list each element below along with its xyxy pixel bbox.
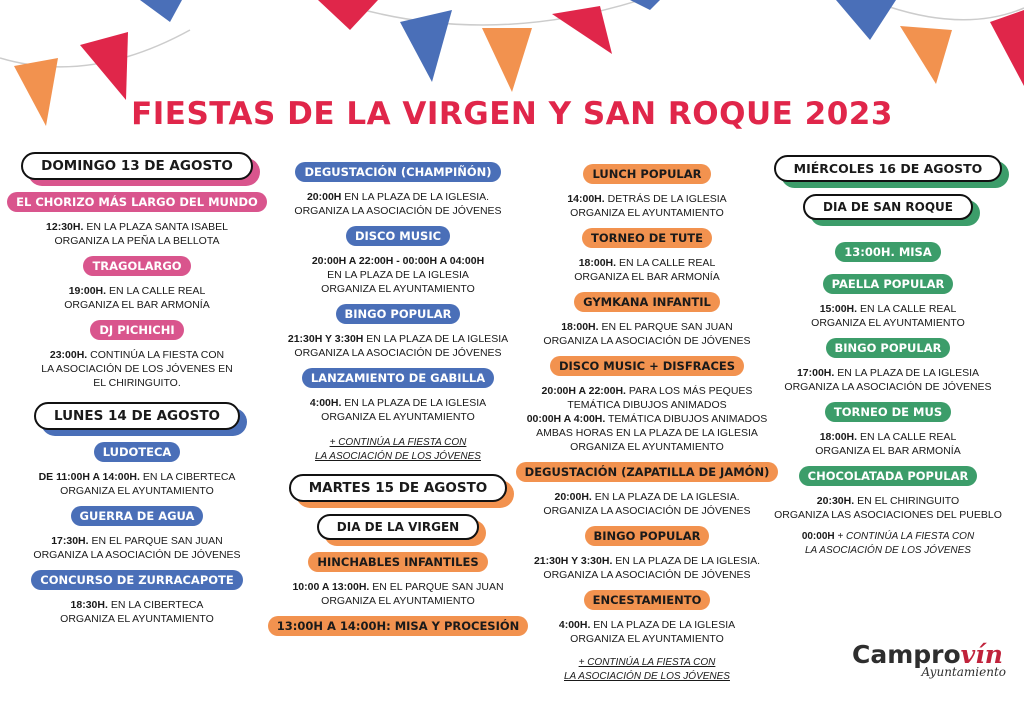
- event-info: 10:00 A 13:00H. EN EL PARQUE SAN JUAN ORGANIZA EL AYUNTAMIENTO: [292, 581, 504, 607]
- event-label: LUNCH POPULAR: [583, 164, 710, 184]
- event-info: 4:00H. EN LA PLAZA DE LA IGLESIA ORGANIZA EL AYUNTAMIENTO: [558, 619, 736, 645]
- flag-blue: [630, 0, 660, 10]
- day-header-tuesday: MARTES 15 DE AGOSTO: [289, 474, 508, 502]
- event-info: 20:00H. EN LA PLAZA DE LA IGLESIA. ORGANIZA LA ASOCIACIÓN DE JÓVENES: [543, 491, 751, 517]
- event-label: DJ PICHICHI: [90, 320, 183, 340]
- event-label: PAELLA POPULAR: [823, 274, 954, 294]
- day-header-sunday: DOMINGO 13 DE AGOSTO: [21, 152, 253, 180]
- event-label: 13:00H. MISA: [835, 242, 941, 262]
- event-label: DISCO MUSIC + DISFRACES: [550, 356, 744, 376]
- column-wednesday: [770, 155, 1006, 564]
- event-label: TORNEO DE TUTE: [582, 228, 712, 248]
- note-continue: + CONTINÚA LA FIESTA CON LA ASOCIACIÓN DE LOS JÓVENES: [564, 657, 730, 682]
- event-label: GYMKANA INFANTIL: [574, 292, 720, 312]
- event-label: BINGO POPULAR: [336, 304, 461, 324]
- logo-name: Camprovín: [852, 640, 1003, 669]
- event-info: 4:00H. EN LA PLAZA DE LA IGLESIA ORGANIZA EL AYUNTAMIENTO: [309, 397, 487, 423]
- event-label: GUERRA DE AGUA: [71, 506, 204, 526]
- event-label: BINGO POPULAR: [585, 526, 710, 546]
- event-info: 17:30H. EN EL PARQUE SAN JUAN ORGANIZA LA ASOCIACIÓN DE JÓVENES: [33, 535, 241, 561]
- note-continue: 00:00H + CONTINÚA LA FIESTA CON LA ASOCIACIÓN DE LOS JÓVENES: [801, 531, 975, 556]
- column-tuesday-events: [524, 164, 770, 684]
- event-label: ENCESTAMIENTO: [584, 590, 711, 610]
- event-label: DEGUSTACIÓN (ZAPATILLA DE JAMÓN): [516, 462, 779, 482]
- event-info: 19:00H. EN LA CALLE REAL ORGANIZA EL BAR ARMONÍA: [64, 285, 210, 311]
- day-header-wednesday: MIÉRCOLES 16 DE AGOSTO: [774, 155, 1003, 182]
- event-info: 18:00H. EN LA CALLE REAL ORGANIZA EL BAR ARMONÍA: [574, 257, 720, 283]
- event-label: CONCURSO DE ZURRACAPOTE: [31, 570, 242, 590]
- subday-header-roque: DIA DE SAN ROQUE: [803, 194, 973, 220]
- event-info: 18:30H. EN LA CIBERTECA ORGANIZA EL AYUNTAMIENTO: [60, 599, 214, 625]
- flag-orange: [482, 28, 532, 92]
- camprovin-logo: [852, 640, 1012, 679]
- event-info: 20:00H EN LA PLAZA DE LA IGLESIA. ORGANIZA LA ASOCIACIÓN DE JÓVENES: [294, 191, 502, 217]
- flag-blue: [836, 0, 896, 40]
- subday-header-virgen: DIA DE LA VIRGEN: [317, 514, 479, 540]
- event-label: DEGUSTACIÓN (CHAMPIÑÓN): [295, 162, 500, 182]
- logo-subtitle: Ayuntamiento: [921, 665, 1006, 679]
- event-info: 18:00H. EN EL PARQUE SAN JUAN ORGANIZA LA ASOCIACIÓN DE JÓVENES: [543, 321, 751, 347]
- event-label: HINCHABLES INFANTILES: [308, 552, 487, 572]
- event-info: 20:30H. EN EL CHIRINGUITO ORGANIZA LAS ASOCIACIONES DEL PUEBLO: [774, 495, 1002, 521]
- flag-red: [990, 10, 1024, 86]
- event-info: 21:30H Y 3:30H. EN LA PLAZA DE LA IGLESIA. ORGANIZA LA ASOCIACIÓN DE JÓVENES: [533, 555, 761, 581]
- event-label: LUDOTECA: [94, 442, 181, 462]
- event-info: 15:00H. EN LA CALLE REAL ORGANIZA EL AYUNTAMIENTO: [811, 303, 965, 329]
- flag-red: [318, 0, 378, 30]
- poster-title: FIESTAS DE LA VIRGEN Y SAN ROQUE 2023: [131, 96, 893, 132]
- event-info: 18:00H. EN LA CALLE REAL ORGANIZA EL BAR ARMONÍA: [815, 431, 961, 457]
- event-info: 20:00H A 22:00H. PARA LOS MÁS PEQUES TEMÁTICA DIBUJOS ANIMADOS 00:00H A 4:00H. TEMÁTICA DIBUJOS ANIMADOS AMBAS HORAS EN LA PLAZA DE LA IGLESIA ORGANIZA EL AYUNTAMIENTO: [526, 385, 768, 453]
- column-monday-tuesday: [276, 162, 520, 644]
- event-label: BINGO POPULAR: [826, 338, 951, 358]
- event-label: CHOCOLATADA POPULAR: [799, 466, 978, 486]
- event-label: 13:00H A 14:00H: MISA Y PROCESIÓN: [268, 616, 529, 636]
- event-label: DISCO MUSIC: [346, 226, 450, 246]
- flag-blue: [140, 0, 182, 22]
- event-info: 23:00H. CONTINÚA LA FIESTA CON LA ASOCIACIÓN DE LOS JÓVENES EN EL CHIRINGUITO.: [41, 349, 233, 389]
- event-label: TRAGOLARGO: [83, 256, 190, 276]
- event-info: 21:30H Y 3:30H EN LA PLAZA DE LA IGLESIA ORGANIZA LA ASOCIACIÓN DE JÓVENES: [287, 333, 509, 359]
- flag-red: [552, 6, 612, 54]
- flag-orange: [900, 26, 952, 84]
- note-continue: + CONTINÚA LA FIESTA CON LA ASOCIACIÓN DE LOS JÓVENES: [315, 437, 481, 462]
- flag-red: [80, 32, 128, 100]
- event-info: 17:00H. EN LA PLAZA DE LA IGLESIA ORGANIZA LA ASOCIACIÓN DE JÓVENES: [784, 367, 992, 393]
- event-label: LANZAMIENTO DE GABILLA: [302, 368, 494, 388]
- event-info: 12:30H. EN LA PLAZA SANTA ISABEL ORGANIZA LA PEÑA LA BELLOTA: [46, 221, 228, 247]
- event-label: TORNEO DE MUS: [825, 402, 951, 422]
- flag-blue: [400, 10, 452, 82]
- column-sunday-monday: [14, 152, 260, 634]
- event-info: DE 11:00H A 14:00H. EN LA CIBERTECA ORGANIZA EL AYUNTAMIENTO: [38, 471, 236, 497]
- event-label: EL CHORIZO MÁS LARGO DEL MUNDO: [7, 192, 267, 212]
- day-header-monday: LUNES 14 DE AGOSTO: [34, 402, 240, 430]
- event-info: 14:00H. DETRÁS DE LA IGLESIA ORGANIZA EL AYUNTAMIENTO: [567, 193, 727, 219]
- event-info: 20:00H A 22:00H - 00:00H A 04:00H EN LA PLAZA DE LA IGLESIA ORGANIZA EL AYUNTAMIENTO: [311, 255, 485, 295]
